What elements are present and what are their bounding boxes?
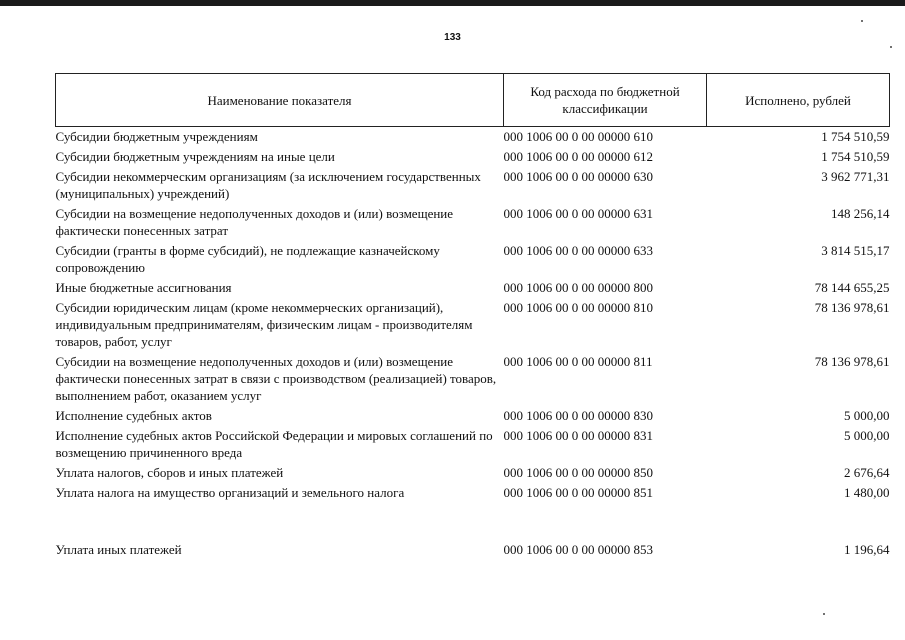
spacer-row (56, 503, 890, 540)
row-amount: 1 480,00 (844, 485, 890, 500)
table-row (56, 127, 890, 148)
row-code: 000 1006 00 0 00 00000 631 (503, 206, 653, 221)
table-row (56, 147, 890, 167)
row-name: Субсидии (гранты в форме субсидий), не подлежащие казначейскому сопровождению (55, 243, 440, 275)
row-code: 000 1006 00 0 00 00000 610 (503, 129, 653, 144)
row-code: 000 1006 00 0 00 00000 633 (503, 243, 653, 258)
page-number: 133 (444, 32, 461, 43)
row-name: Исполнение судебных актов (55, 408, 212, 423)
row-code: 000 1006 00 0 00 00000 851 (503, 485, 653, 500)
row-amount: 1 754 510,59 (821, 129, 890, 144)
table-row (56, 167, 890, 204)
scan-speck (890, 46, 892, 48)
table-row (56, 298, 890, 352)
row-code: 000 1006 00 0 00 00000 612 (503, 149, 653, 164)
row-amount: 78 144 655,25 (814, 280, 890, 295)
scan-speck (823, 613, 825, 615)
row-name: Уплата налогов, сборов и иных платежей (55, 465, 284, 480)
row-amount: 5 000,00 (844, 428, 890, 443)
row-amount: 3 962 771,31 (821, 169, 890, 184)
spacer-cell (56, 503, 890, 540)
row-code: 000 1006 00 0 00 00000 831 (503, 428, 653, 443)
row-code: 000 1006 00 0 00 00000 850 (503, 465, 653, 480)
header-code: Код расхода по бюджетной классификации (504, 74, 707, 127)
header-name: Наименование показателя (56, 74, 504, 127)
row-code: 000 1006 00 0 00 00000 830 (503, 408, 653, 423)
table-row (56, 204, 890, 241)
row-amount: 3 814 515,17 (821, 243, 890, 258)
top-border (0, 0, 905, 6)
row-amount: 1 754 510,59 (821, 149, 890, 164)
row-code: 000 1006 00 0 00 00000 810 (503, 300, 653, 315)
row-name: Уплата иных платежей (55, 542, 182, 557)
table-row (56, 241, 890, 278)
row-name: Субсидии некоммерческим организациям (за исключением государственных (муниципальных) учреждений) (55, 169, 481, 201)
table-row (56, 406, 890, 426)
table-row (56, 463, 890, 483)
row-code: 000 1006 00 0 00 00000 853 (503, 542, 653, 557)
row-amount: 78 136 978,61 (814, 300, 890, 315)
table-header-row (56, 74, 890, 127)
row-amount: 5 000,00 (844, 408, 890, 423)
row-amount: 78 136 978,61 (814, 354, 890, 369)
row-name: Уплата налога на имущество организаций и земельного налога (55, 485, 405, 500)
row-name: Субсидии бюджетным учреждениям на иные цели (55, 149, 335, 164)
table-row (56, 483, 890, 503)
row-name: Исполнение судебных актов Российской Федерации и мировых соглашений по возмещению причиненного вреда (55, 428, 493, 460)
row-amount: 1 196,64 (844, 542, 890, 557)
row-name: Субсидии на возмещение недополученных доходов и (или) возмещение фактически понесенных затрат (55, 206, 454, 238)
table-row (56, 278, 890, 298)
table-row (56, 426, 890, 463)
expenditure-table (55, 73, 890, 560)
scan-speck (861, 20, 863, 22)
row-amount: 148 256,14 (831, 206, 890, 221)
row-code: 000 1006 00 0 00 00000 630 (503, 169, 653, 184)
row-code: 000 1006 00 0 00 00000 811 (503, 354, 653, 369)
row-name: Субсидии на возмещение недополученных доходов и (или) возмещение фактически понесенных затрат в связи с производством (реализацией) товаров, выполнением работ, оказанием услуг (55, 354, 497, 403)
row-name: Субсидии бюджетным учреждениям (55, 129, 258, 144)
row-code: 000 1006 00 0 00 00000 800 (503, 280, 653, 295)
header-amount: Исполнено, рублей (707, 74, 890, 127)
row-name: Иные бюджетные ассигнования (55, 280, 232, 295)
table-row (56, 540, 890, 560)
row-name: Субсидии юридическим лицам (кроме некоммерческих организаций), индивидуальным предпринимателям, физическим лицам - производителям товаров, работ, услуг (55, 300, 473, 349)
row-amount: 2 676,64 (844, 465, 890, 480)
table-row (56, 352, 890, 406)
